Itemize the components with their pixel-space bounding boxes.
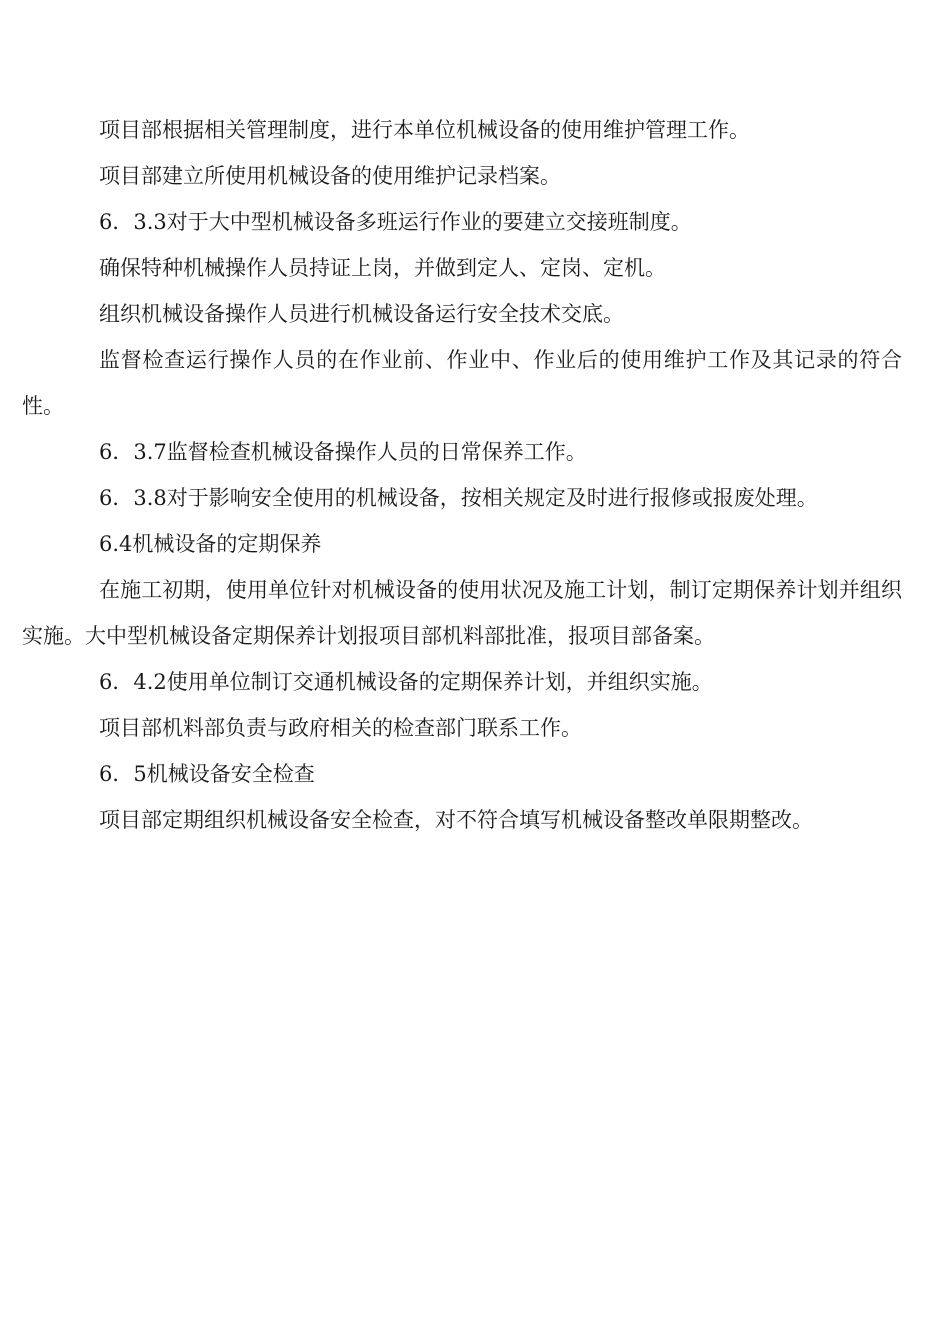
paragraph: 在施工初期，使用单位针对机械设备的使用状况及施工计划，制订定期保养计划并组织实施。大中型机械设备定期保养计划报项目部机料部批准，报项目部备案。 [22,578,902,648]
paragraph: 确保特种机械操作人员持证上岗，并做到定人、定岗、定机。 [99,256,666,280]
section-heading: 6.4机械设备的定期保养 [99,532,322,556]
document-body [22,107,902,843]
paragraph: 项目部机料部负责与政府相关的检查部门联系工作。 [99,716,582,740]
paragraph: 项目部根据相关管理制度，进行本单位机械设备的使用维护管理工作。 [99,118,750,142]
section-paragraph: 6．4.2使用单位制订交通机械设备的定期保养计划，并组织实施。 [99,670,713,694]
section-paragraph: 6．3.3对于大中型机械设备多班运行作业的要建立交接班制度。 [99,210,692,234]
section-heading: 6．5机械设备安全检查 [99,762,315,786]
paragraph: 监督检查运行操作人员的在作业前、作业中、作业后的使用维护工作及其记录的符合性。 [22,348,902,418]
section-paragraph: 6．3.7监督检查机械设备操作人员的日常保养工作。 [99,440,587,464]
section-paragraph: 6．3.8对于影响安全使用的机械设备，按相关规定及时进行报修或报废处理。 [99,486,818,510]
paragraph: 组织机械设备操作人员进行机械设备运行安全技术交底。 [99,302,624,326]
paragraph: 项目部建立所使用机械设备的使用维护记录档案。 [99,164,561,188]
paragraph: 项目部定期组织机械设备安全检查，对不符合填写机械设备整改单限期整改。 [99,808,813,832]
